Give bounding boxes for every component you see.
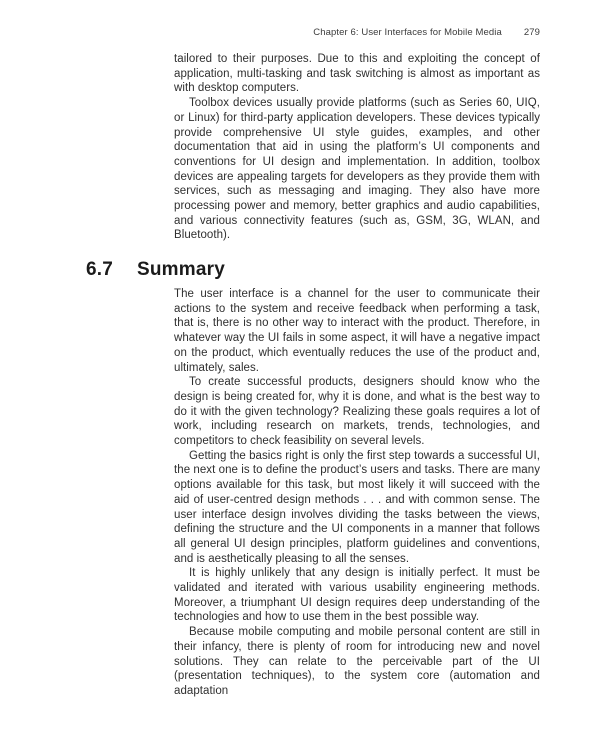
body-paragraph: Getting the basics right is only the first step towards a successful UI, the next one is to define the product’s users and tasks. There are many options available for this task, but most likely it will succeed with the aid of user-centred design methods . . . and with common sense. The user interface design involves dividing the tasks between the views, defining the structure and the UI components in a manner that follows all general UI design principles, platform guidelines and conventions, and is aesthetically pleasing to all the senses. [174, 449, 540, 565]
running-header-chapter: Chapter 6: User Interfaces for Mobile Media [313, 27, 502, 38]
body-paragraph: The user interface is a channel for the user to communicate their actions to the system and receive feedback when performing a task, that is, there is no other way to interact with the product. Therefore, in whatever way the UI fails in some aspect, it will have a negative impact on the product, which eventually reduces the use of the product and, ultimately, sales. [174, 288, 540, 374]
summary-text-block [174, 287, 540, 699]
section-heading [86, 259, 225, 281]
intro-text-block [174, 52, 540, 243]
section-title: Summary [137, 259, 225, 280]
page-number: 279 [523, 27, 540, 38]
running-header [313, 27, 540, 38]
body-paragraph: Toolbox devices usually provide platforms (such as Series 60, UIQ, or Linux) for third-party application developers. These devices typically provide comprehensive UI style guides, examples, and other documentation that aid in using the platform’s UI components and conventions for UI design and implementation. In addition, toolbox devices are appealing targets for developers as they provide them with services, such as messaging and imaging. They also have more processing power and memory, better graphics and audio capabilities, and various connectivity features (such as, GSM, 3G, WLAN, and Bluetooth). [174, 97, 540, 242]
body-paragraph: tailored to their purposes. Due to this and exploiting the concept of application, multi-tasking and task switching is almost as important as with desktop computers. [174, 53, 540, 95]
body-paragraph: Because mobile computing and mobile personal content are still in their infancy, there is plenty of room for introducing new and novel solutions. They can relate to the perceivable part of the UI (presentation techniques), to the system core (automation and adaptation [174, 626, 540, 697]
body-paragraph: It is highly unlikely that any design is initially perfect. It must be validated and iterated with various usability engineering methods. Moreover, a triumphant UI design requires deep understanding of the technologies and how to use them in the best possible way. [174, 567, 540, 624]
body-paragraph: To create successful products, designers should know who the design is being created for, why it is done, and what is the best way to do it with the given technology? Realizing these goals requires a lot of work, including research on markets, trends, technologies, and competitors to check feasibility on several levels. [174, 376, 540, 448]
section-number: 6.7 [86, 259, 114, 280]
